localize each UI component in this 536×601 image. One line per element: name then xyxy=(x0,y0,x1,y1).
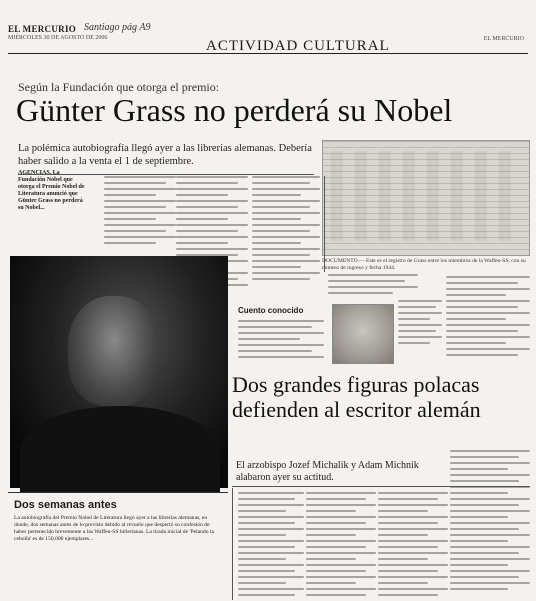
article-headline: Günter Grass no perderá su Nobel xyxy=(16,92,453,128)
top-rule xyxy=(8,53,528,54)
article-column-4 xyxy=(252,176,320,300)
article-column-5 xyxy=(238,320,324,370)
article-subhead: La polémica autobiografía llegó ayer a las librerías alemanas. Debería haber salido a la venta el 1 de septiembre. xyxy=(18,143,312,167)
column-divider-2 xyxy=(232,488,233,600)
second-article-column-1 xyxy=(238,492,304,600)
second-article-column-2 xyxy=(306,492,376,600)
second-subhead: El arzobispo Jozef Michalik y Adam Michnik alabaron ayer su actitud. xyxy=(236,460,419,483)
article-column-7 xyxy=(398,300,442,366)
second-headline: Dos grandes figuras polacas defienden al escritor alemán xyxy=(232,372,481,422)
article-column-2 xyxy=(104,176,176,254)
sidebar-box-text: La autobiografía del Premio Nobel de Literatura llegó ayer a las librerías alemanas, en donde, dos semanas antes de lo previsto debido al revuelo que despertó su confesión de haber pertenecido brevemente a las Waffen-SS hitlerianas. La tirada inicial de 'Pelando la cebolla' es de 150.000 ejemplares... xyxy=(14,515,214,542)
small-photo xyxy=(332,304,394,364)
masthead-paper: EL MERCURIO xyxy=(8,24,77,34)
second-article-column-3 xyxy=(378,492,448,600)
gunter-grass-photo xyxy=(10,256,228,488)
sidebar-box xyxy=(8,492,228,601)
article-kicker: Según la Fundación que otorga el premio: xyxy=(18,80,220,94)
article-lead: AGENCIAS. La Fundación Nobel que otorga el Premio Nobel de Literatura anunció que Günter Grass no perderá su Nobel... xyxy=(18,170,85,211)
masthead-handwritten-note: Santiago pág A9 xyxy=(84,22,151,33)
column-divider xyxy=(324,176,325,272)
article-column-1 xyxy=(18,170,88,256)
document-caption: DOCUMENTO.— Este es el registro de Grass entre los miembros de la Waffen-SS, con su número de ingreso y fecha 1944. xyxy=(322,258,526,271)
section-divider xyxy=(232,486,530,487)
document-photo xyxy=(322,140,530,256)
section-title: ACTIVIDAD CULTURAL xyxy=(206,38,390,54)
second-article-column-4 xyxy=(450,450,530,600)
subsection-cuento-conocido: Cuento conocido xyxy=(238,306,304,315)
sidebar-box-title: Dos semanas antes xyxy=(14,499,117,511)
article-column-8 xyxy=(446,276,530,370)
masthead-date: MIÉRCOLES 30 DE AGOSTO DE 2006 xyxy=(8,35,108,41)
masthead-right: EL MERCURIO xyxy=(483,36,524,42)
